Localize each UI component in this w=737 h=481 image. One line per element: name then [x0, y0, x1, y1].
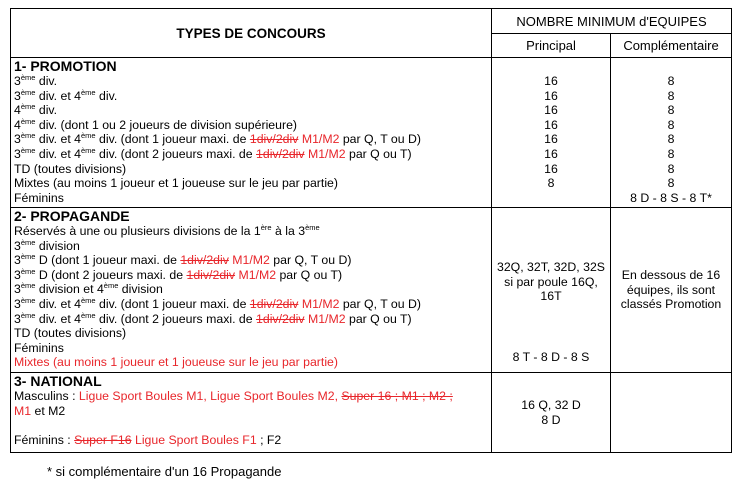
- footnote: * si complémentaire d'un 16 Propagande: [47, 464, 282, 479]
- category-line: [14, 224, 488, 239]
- count-value: 16: [544, 88, 558, 103]
- text-segment: Réservés à une ou plusieurs divisions de la 1: [14, 224, 261, 238]
- category-line: [14, 74, 488, 89]
- category-line: [14, 404, 488, 419]
- text-segment: à la 3: [271, 224, 306, 238]
- text-segment: Mixtes (au moins 1 joueur et 1 joueuse sur le jeu par partie): [14, 355, 338, 370]
- text-segment: ème: [20, 102, 36, 112]
- count-value: 16: [544, 117, 558, 132]
- propagande-complementaire: [611, 208, 732, 373]
- text-segment: M1/M2: [304, 311, 346, 326]
- text-segment: div. et 4: [35, 132, 82, 147]
- text-segment: 4: [14, 117, 21, 132]
- category-line: [14, 326, 488, 341]
- count-value: 8: [667, 103, 675, 118]
- complementaire-text: équipes, ils sont: [626, 282, 716, 297]
- struck-text: 1div/2div: [249, 132, 299, 147]
- text-segment: division et 4: [35, 282, 104, 297]
- count-value: 16: [544, 74, 558, 88]
- category-line: [14, 253, 488, 268]
- promotion-principal: [492, 58, 611, 208]
- struck-text: 1div/2div: [256, 311, 305, 326]
- section-promotion: [11, 58, 492, 208]
- text-segment: div.: [95, 88, 118, 103]
- category-line: [14, 389, 488, 404]
- text-segment: Féminins: [14, 340, 64, 355]
- category-line: [14, 341, 488, 356]
- text-segment: Féminins: [14, 190, 64, 205]
- struck-text: 1div/2div: [180, 253, 229, 268]
- text-segment: par Q ou T): [345, 311, 412, 326]
- text-segment: ème: [81, 131, 96, 141]
- header-types: TYPES DE CONCOURS: [11, 9, 492, 58]
- text-segment: div. (dont 2 joueurs maxi. de: [95, 311, 257, 326]
- category-line: [14, 147, 488, 162]
- text-segment: ère: [260, 222, 272, 232]
- category-line: [14, 191, 488, 206]
- count-value: 8: [667, 146, 675, 161]
- struck-text: 1div/2div: [249, 296, 299, 311]
- text-segment: 4: [14, 103, 21, 118]
- text-segment: ème: [20, 116, 36, 126]
- category-line: [14, 282, 488, 297]
- count-value: 16: [544, 146, 558, 161]
- text-segment: 3: [14, 253, 21, 268]
- text-segment: ème: [20, 252, 36, 262]
- national-principal: [492, 373, 611, 453]
- section-national: [11, 373, 492, 453]
- principal-value: 16 Q, 32 D: [521, 397, 581, 412]
- text-segment: Mixtes (au moins 1 joueur et 1 joueuse sur le jeu par partie): [14, 176, 338, 191]
- text-segment: 3: [14, 311, 21, 326]
- count-value: 8: [667, 88, 675, 103]
- header-principal: Principal: [492, 34, 611, 58]
- text-segment: Ligue Sport Boules M1, Ligue Sport Boules M2,: [78, 389, 342, 403]
- text-segment: et M2: [31, 403, 66, 418]
- category-line: [14, 297, 488, 312]
- complementaire-text: classés Promotion: [620, 297, 722, 312]
- text-segment: par Q ou T): [276, 267, 343, 282]
- section-title: 1- PROMOTION: [14, 58, 117, 74]
- text-segment: M1/M2: [298, 132, 340, 147]
- category-line: [14, 312, 488, 327]
- national-complementaire: [611, 373, 732, 453]
- principal-value: 8 D: [541, 412, 561, 427]
- principal-value: 32Q, 32T, 32D, 32S: [496, 260, 605, 274]
- text-segment: ème: [305, 222, 320, 232]
- text-segment: div. et 4: [35, 311, 82, 326]
- category-line: [14, 418, 488, 433]
- text-segment: division: [118, 282, 163, 297]
- section-title: 2- PROPAGANDE: [14, 208, 130, 224]
- text-segment: par Q, T ou D): [339, 296, 421, 311]
- text-segment: division: [35, 238, 80, 253]
- text-segment: div. (dont 1 joueur maxi. de: [95, 132, 250, 147]
- category-line: [14, 239, 488, 254]
- text-segment: div. et 4: [35, 146, 82, 161]
- count-value: 8: [667, 117, 675, 132]
- text-segment: 3: [14, 282, 21, 297]
- propagande-principal: [492, 208, 611, 373]
- text-segment: ème: [20, 237, 36, 247]
- text-segment: par Q, T ou D): [339, 132, 421, 147]
- text-segment: div.: [35, 74, 58, 88]
- text-segment: ème: [20, 266, 36, 276]
- text-segment: D (dont 2 joueurs maxi. de: [35, 267, 187, 282]
- text-segment: ème: [81, 87, 96, 97]
- count-value: 8: [547, 176, 555, 191]
- category-line: [14, 176, 488, 191]
- count-value: 8: [667, 74, 675, 88]
- text-segment: ème: [81, 310, 96, 320]
- count-value: 8 D - 8 S - 8 T*: [630, 190, 712, 205]
- text-segment: M1/M2: [228, 253, 270, 268]
- text-segment: TD (toutes divisions): [14, 161, 127, 176]
- text-segment: D (dont 1 joueur maxi. de: [35, 253, 181, 268]
- count-value: [495, 191, 607, 206]
- header-nombre: NOMBRE MINIMUM d'EQUIPES: [492, 9, 732, 34]
- category-line: [14, 355, 488, 370]
- text-segment: div. et 4: [35, 88, 82, 103]
- text-segment: 3: [14, 296, 21, 311]
- struck-text: Super F16: [74, 432, 132, 447]
- text-segment: 3: [14, 267, 21, 282]
- category-line: [14, 103, 488, 118]
- text-segment: ème: [81, 295, 96, 305]
- text-segment: ème: [81, 145, 96, 155]
- text-segment: ème: [20, 145, 36, 155]
- count-value: 16: [544, 132, 558, 147]
- text-segment: ème: [20, 131, 36, 141]
- category-line: [14, 118, 488, 133]
- text-segment: M1/M2: [298, 296, 340, 311]
- text-segment: ème: [20, 87, 36, 97]
- category-line: [14, 268, 488, 283]
- category-line: [14, 89, 488, 104]
- count-value: 8: [667, 176, 675, 191]
- text-segment: ème: [20, 72, 36, 82]
- count-value: 8: [667, 161, 675, 176]
- text-segment: 3: [14, 88, 21, 103]
- category-line: [14, 433, 488, 448]
- text-segment: 3: [14, 146, 21, 161]
- header-complementaire: Complémentaire: [611, 34, 732, 58]
- text-segment: Masculins :: [14, 389, 79, 403]
- struck-text: 1div/2div: [186, 267, 236, 282]
- struck-text: 1div/2div: [256, 146, 305, 161]
- text-segment: TD (toutes divisions): [14, 326, 127, 341]
- text-segment: Féminins :: [14, 432, 75, 447]
- principal-value: 16T: [540, 289, 562, 304]
- principal-value: si par poule 16Q,: [504, 274, 598, 289]
- text-segment: ème: [103, 281, 119, 291]
- text-segment: 3: [14, 238, 21, 253]
- text-segment: M1/M2: [235, 267, 277, 282]
- principal-feminins: 8 T - 8 D - 8 S: [512, 350, 590, 364]
- text-segment: M1/M2: [304, 146, 346, 161]
- complementaire-text: En dessous de 16: [621, 268, 721, 283]
- text-segment: div. et 4: [35, 296, 82, 311]
- count-value: 16: [544, 103, 558, 118]
- concours-table: [10, 8, 732, 453]
- text-segment: ème: [20, 281, 36, 291]
- text-segment: div. (dont 2 joueurs maxi. de: [95, 146, 257, 161]
- text-segment: 3: [14, 74, 21, 88]
- text-segment: Ligue Sport Boules F1: [131, 432, 257, 447]
- text-segment: div.: [35, 103, 58, 118]
- text-segment: ème: [20, 295, 36, 305]
- text-segment: ème: [20, 310, 36, 320]
- section-propagande: [11, 208, 492, 373]
- text-segment: M1: [14, 403, 32, 418]
- count-value: 16: [544, 161, 558, 176]
- count-value: 8: [667, 132, 675, 147]
- text-segment: par Q ou T): [345, 146, 412, 161]
- promotion-complementaire: [611, 58, 732, 208]
- text-segment: div. (dont 1 ou 2 joueurs de division supérieure): [35, 117, 298, 132]
- text-segment: par Q, T ou D): [269, 253, 352, 268]
- section-title: 3- NATIONAL: [14, 373, 102, 389]
- text-segment: 3: [14, 132, 21, 147]
- category-line: [14, 162, 488, 177]
- struck-text: Super 16 ; M1 ; M2 ;: [341, 389, 453, 403]
- category-line: [14, 132, 488, 147]
- text-segment: div. (dont 1 joueur maxi. de: [95, 296, 250, 311]
- text-segment: ; F2: [256, 432, 282, 447]
